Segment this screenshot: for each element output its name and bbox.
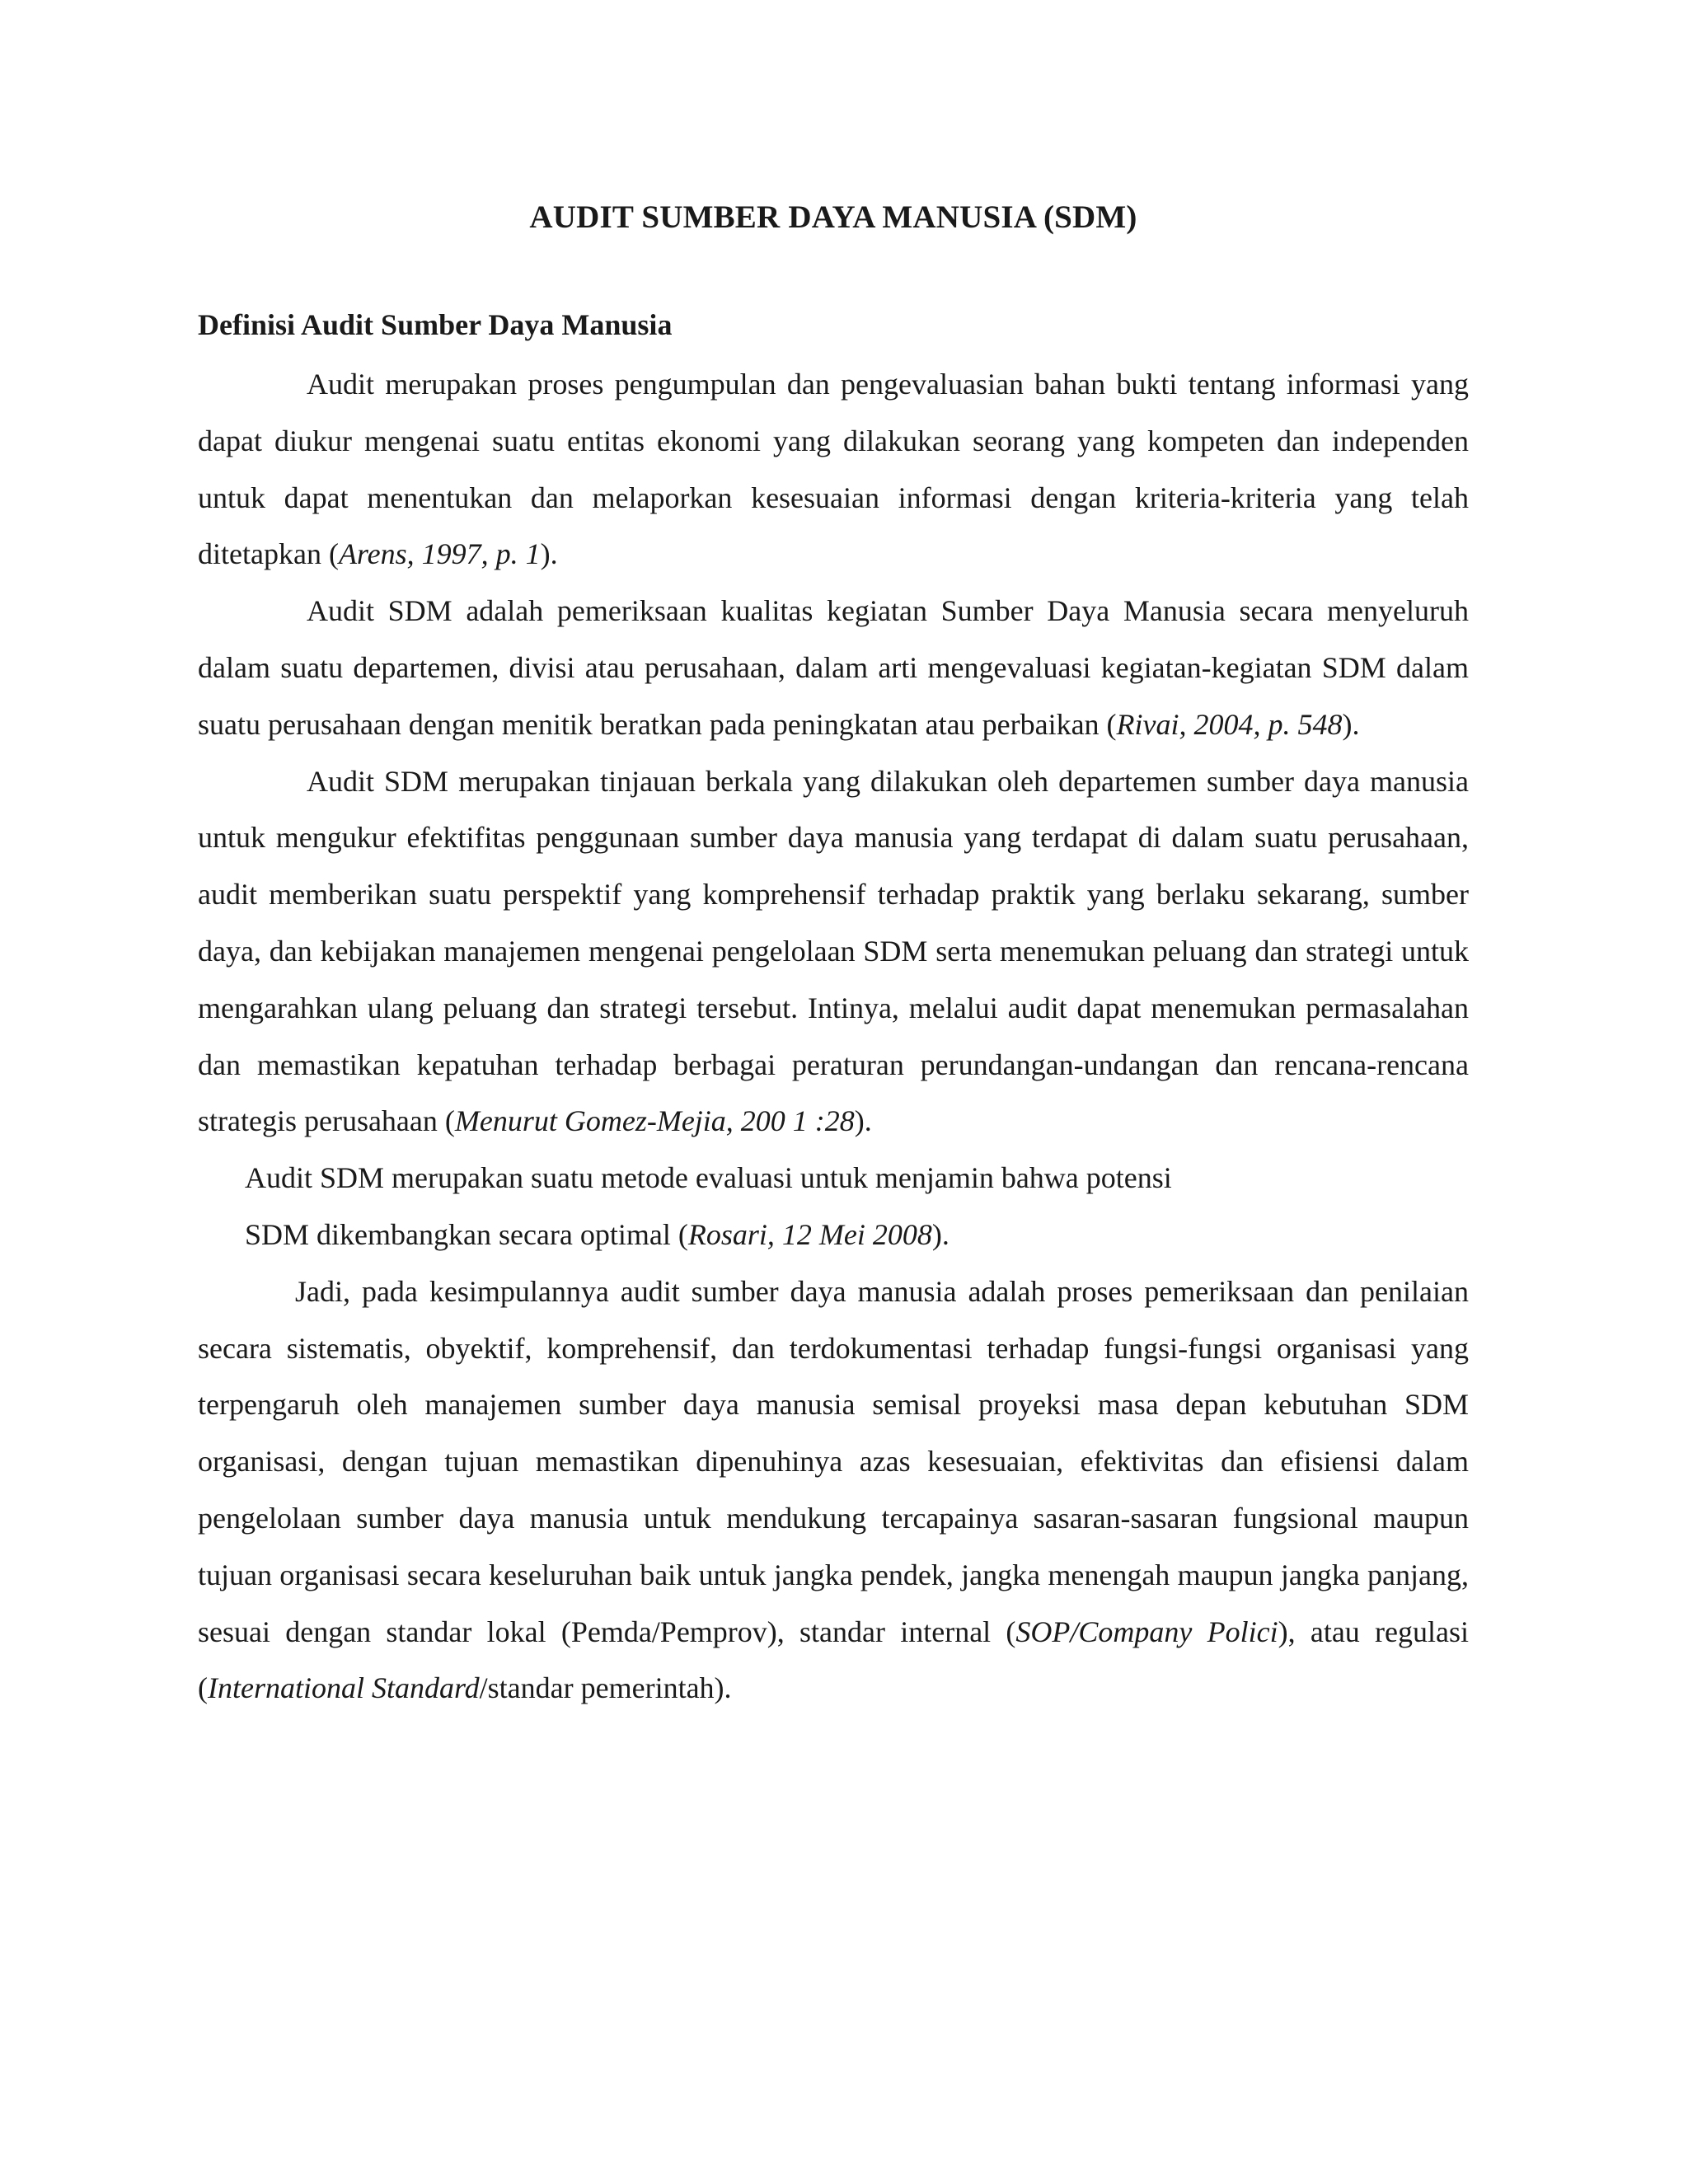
- paragraph-2: [198, 583, 1469, 752]
- paragraph-2-end: ).: [1342, 707, 1360, 741]
- paragraph-5-end: /standar pemerintah).: [479, 1671, 732, 1705]
- paragraph-4-line-2: [198, 1207, 1469, 1263]
- citation-sop: SOP/Company Polici: [1015, 1615, 1278, 1648]
- page-title: AUDIT SUMBER DAYA MANUSIA (SDM): [529, 199, 1137, 235]
- document-body: [198, 356, 1469, 1717]
- paragraph-4-text: SDM dikembangkan secara optimal (: [245, 1217, 688, 1251]
- paragraph-1-end: ).: [540, 537, 558, 571]
- citation-rosari: Rosari, 12 Mei 2008: [687, 1217, 932, 1251]
- paragraph-5-text: Jadi, pada kesimpulannya audit sumber daya manusia adalah proses pemeriksaan dan penilaian secara sistematis, obyektif, komprehensif, dan terdokumentasi terhadap fungsi-fungsi organisasi yang terpengaruh oleh manajemen sumber daya manusia semisal proyeksi masa depan kebutuhan SDM organisasi, dengan tujuan memastikan dipenuhinya azas kesesuaian, efektivitas dan efisiensi dalam pengelolaan sumber daya manusia untuk mendukung tercapainya sasaran-sasaran fungsional maupun tujuan organisasi secara keseluruhan baik untuk jangka pendek, jangka menengah maupun jangka panjang, sesuai dengan standar lokal (Pemda/Pemprov), standar internal (: [198, 1274, 1469, 1648]
- paragraph-5-mid: ), atau regulasi (: [198, 1615, 1469, 1705]
- paragraph-1: [198, 356, 1469, 583]
- citation-gomez-mejia: Menurut Gomez-Mejia, 200 1 :28: [454, 1104, 855, 1138]
- paragraph-4-end: ).: [931, 1217, 950, 1251]
- section-heading: Definisi Audit Sumber Daya Manusia: [198, 308, 673, 341]
- paragraph-3: [198, 753, 1469, 1151]
- paragraph-5: [198, 1263, 1469, 1717]
- paragraph-1-text: Audit merupakan proses pengumpulan dan pengevaluasian bahan bukti tentang informasi yang dapat diukur mengenai suatu entitas ekonomi yang dilakukan seorang yang kompeten dan independen untuk dapat menentukan dan melaporkan kesesuaian informasi dengan kriteria-kriteria yang telah ditetapkan (: [198, 368, 1469, 571]
- paragraph-3-end: ).: [854, 1104, 872, 1138]
- paragraph-3-text: Audit SDM merupakan tinjauan berkala yang dilakukan oleh departemen sumber daya manusia untuk mengukur efektifitas penggunaan sumber daya manusia yang terdapat di dalam suatu perusahaan, audit memberikan suatu perspektif yang komprehensif terhadap praktik yang berlaku sekarang, sumber daya, dan kebijakan manajemen mengenai pengelolaan SDM serta menemukan peluang dan strategi untuk mengarahkan ulang peluang dan strategi tersebut. Intinya, melalui audit dapat menemukan permasalahan dan memastikan kepatuhan terhadap berbagai peraturan perundangan-undangan dan rencana-rencana strategis perusahaan (: [198, 764, 1469, 1138]
- paragraph-2-text: Audit SDM adalah pemeriksaan kualitas kegiatan Sumber Daya Manusia secara menyeluruh dalam suatu departemen, divisi atau perusahaan, dalam arti mengevaluasi kegiatan-kegiatan SDM dalam suatu perusahaan dengan menitik beratkan pada peningkatan atau perbaikan (: [198, 594, 1469, 741]
- paragraph-4-line-1: Audit SDM merupakan suatu metode evaluasi untuk menjamin bahwa potensi: [245, 1161, 1172, 1195]
- citation-international-standard: International Standard: [208, 1671, 480, 1705]
- citation-rivai: Rivai, 2004, p. 548: [1116, 707, 1343, 741]
- citation-arens: Arens, 1997, p. 1: [338, 537, 541, 571]
